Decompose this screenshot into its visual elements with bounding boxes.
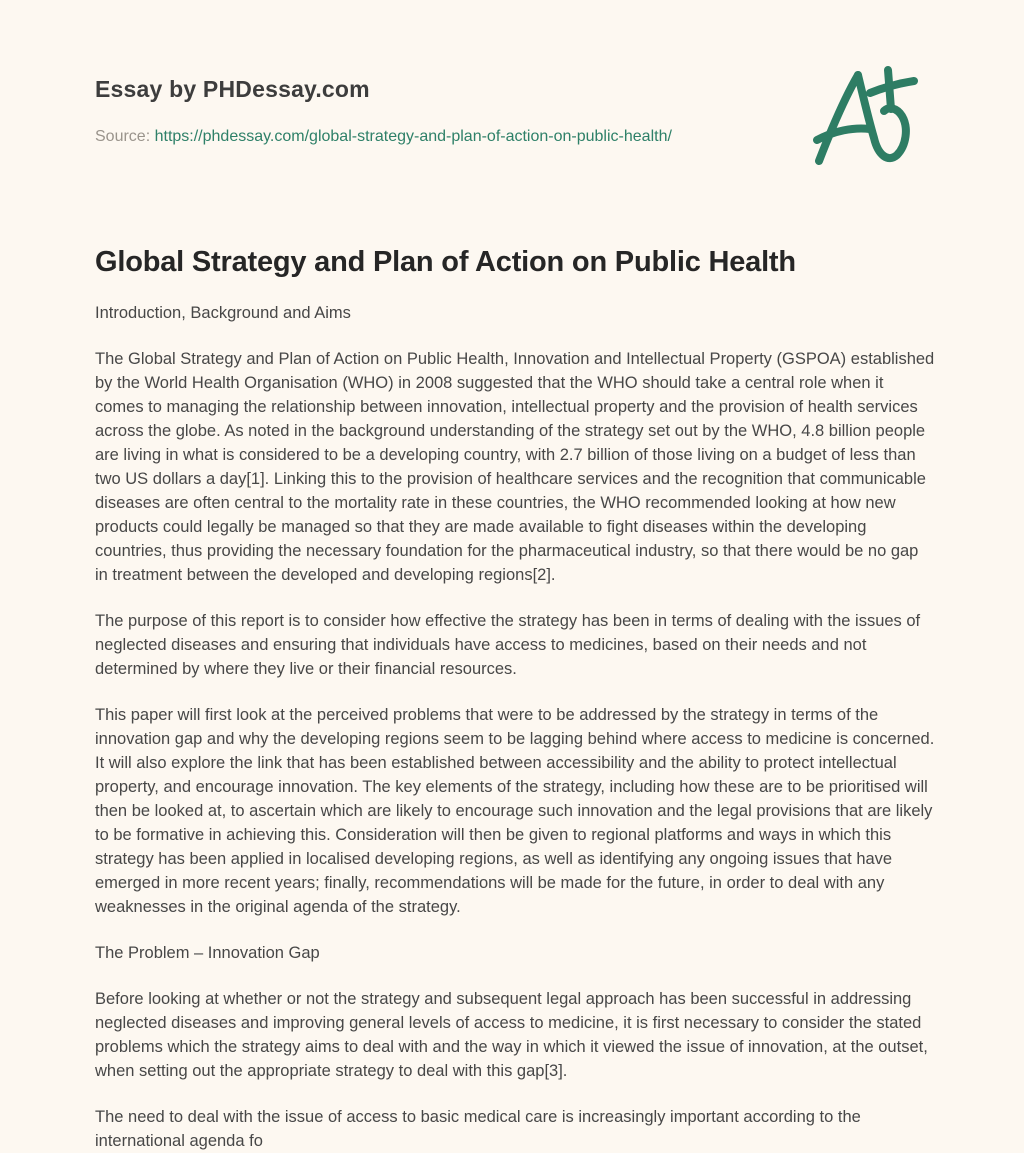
essay-paragraph: The need to deal with the issue of access to basic medical care is increasingly important according to the international agenda fo: [95, 1108, 861, 1150]
essay-paragraph: This paper will first look at the perceived problems that were to be addressed by the strategy in terms of the innovation gap and why the developing regions seem to be lagging behind where access to medicine is concerned. It will also explore the link that has been established between accessibility and the ability to protect intellectual property, and encourage innovation. The key elements of the strategy, including how these are to be prioritised will then be looked at, to ascertain which are likely to encourage such innovation and the legal provisions that are likely to be formative in achieving this. Consideration will then be given to regional platforms and ways in which this strategy has been applied in localised developing regions, as well as identifying any ongoing issues that have emerged in more recent years; finally, recommendations will be made for the future, in order to deal with any weaknesses in the original agenda of the strategy.: [95, 706, 935, 916]
byline-text: Essay by PHDessay.com: [95, 76, 370, 102]
essay-title: Global Strategy and Plan of Action on Public Health: [95, 246, 796, 278]
essay-paragraph: The Global Strategy and Plan of Action on Public Health, Innovation and Intellectual Property (GSPOA) established by the World Health Organisation (WHO) in 2008 suggested that the WHO should take a central role when it comes to managing the relationship between innovation, intellectual property and the provision of health services across the globe. As noted in the background understanding of the strategy set out by the WHO, 4.8 billion people are living in what is considered to be a developing country, with 2.7 billion of those living on a budget of less than two US dollars a day[1]. Linking this to the provision of healthcare services and the recognition that communicable diseases are often central to the mortality rate in these countries, the WHO recommended looking at how new products could legally be managed so that they are made available to fight diseases within the developing countries, thus providing the necessary foundation for the pharmaceutical industry, so that there would be no gap in treatment between the developed and developing regions[2].: [95, 350, 935, 584]
phdessay-a-plus-logo-icon: [810, 66, 932, 166]
source-link[interactable]: https://phdessay.com/global-strategy-and-plan-of-action-on-public-health/: [154, 128, 672, 145]
section-heading-introduction: Introduction, Background and Aims: [95, 304, 351, 322]
essay-content: [95, 246, 935, 1153]
source-line: [95, 128, 672, 146]
header-text-block: [95, 70, 672, 146]
section-heading-problem-innovation-gap: The Problem – Innovation Gap: [95, 944, 320, 962]
essay-paragraph: Before looking at whether or not the strategy and subsequent legal approach has been successful in addressing neglected diseases and improving general levels of access to medicine, it is first necessary to consider the stated problems which the strategy aims to deal with and the way in which it viewed the issue of innovation, at the outset, when setting out the appropriate strategy to deal with this gap[3].: [95, 990, 928, 1080]
source-label: Source:: [95, 128, 151, 145]
page-header: [95, 70, 932, 166]
essay-paragraph: The purpose of this report is to consider how effective the strategy has been in terms of dealing with the issues of neglected diseases and ensuring that individuals have access to medicines, based on their needs and not determined by where they live or their financial resources.: [95, 612, 921, 678]
